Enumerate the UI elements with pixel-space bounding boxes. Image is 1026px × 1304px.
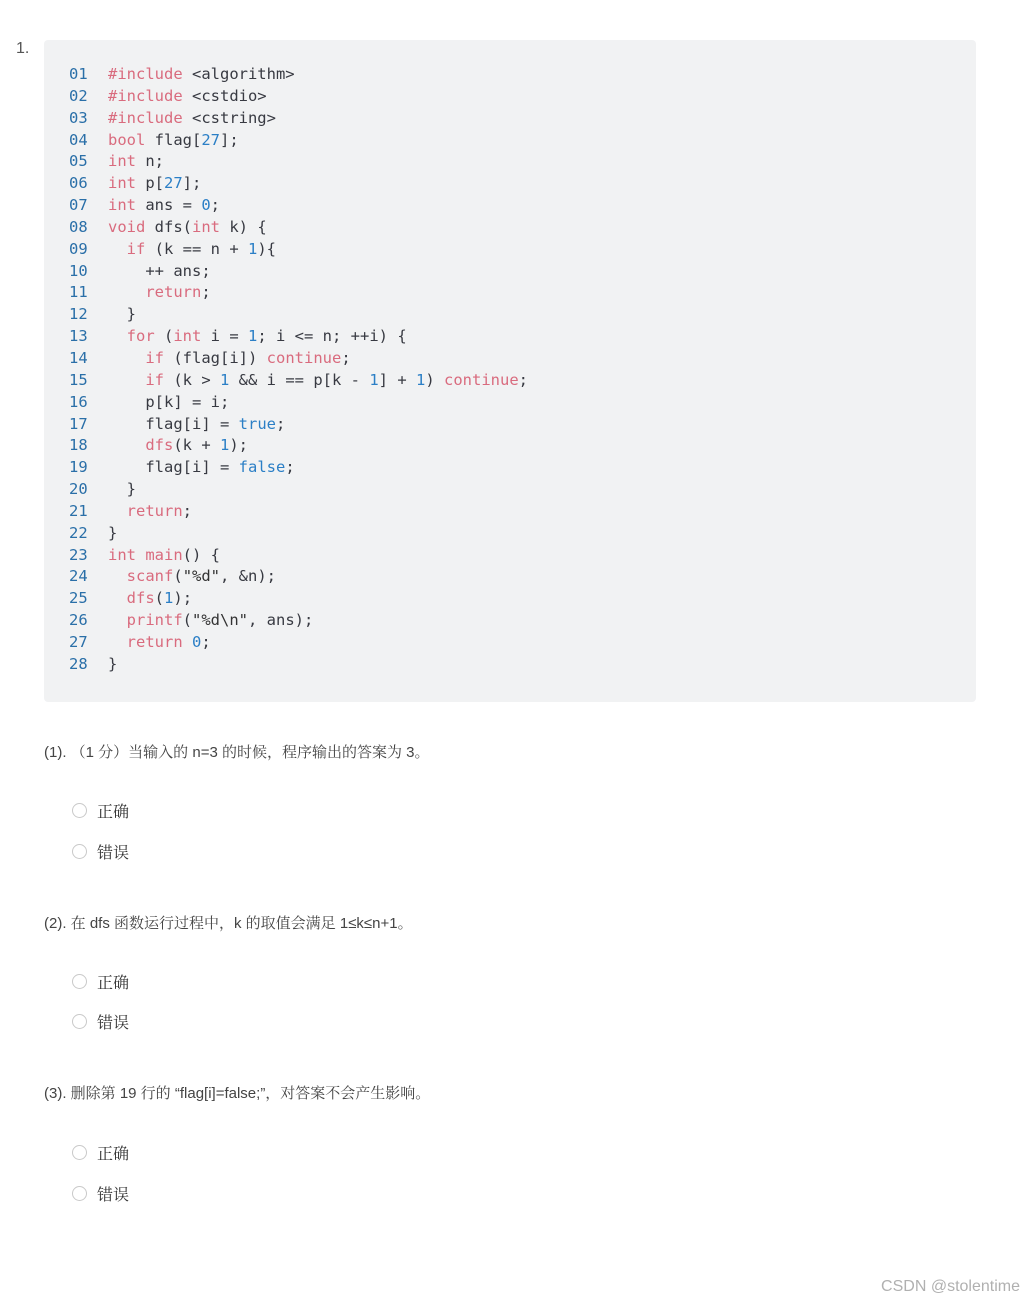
code-token: ); — [173, 589, 193, 608]
code-token: ; — [285, 458, 295, 477]
code-token — [108, 633, 127, 651]
code-token: 1 — [220, 370, 230, 389]
question-2-option-false[interactable] — [72, 1010, 129, 1032]
line-number: 12 — [69, 305, 88, 324]
code-line — [44, 435, 976, 457]
code-line — [44, 108, 976, 130]
code-token: true — [238, 414, 276, 433]
code-source — [108, 566, 276, 588]
code-token: ( — [154, 589, 165, 608]
code-token: } — [108, 305, 136, 324]
code-source — [108, 304, 136, 326]
code-token: 1 — [369, 370, 379, 389]
line-number: 28 — [69, 654, 88, 673]
code-token: return — [126, 632, 183, 651]
question-2-text: (2). 在 dfs 函数运行过程中，k 的取值会满足 1≤k≤n+1。 — [44, 915, 413, 932]
code-source — [108, 64, 295, 86]
code-token: ans = — [136, 196, 202, 215]
code-source — [108, 86, 267, 108]
code-source — [108, 632, 211, 654]
code-block — [44, 40, 976, 702]
code-line — [44, 610, 976, 632]
line-number: 10 — [69, 261, 88, 280]
option-label: 错误 — [97, 1014, 130, 1032]
line-number: 15 — [69, 370, 88, 389]
code-source — [108, 151, 164, 173]
code-source — [108, 217, 267, 239]
code-line — [44, 523, 976, 545]
line-number: 26 — [69, 611, 88, 630]
code-token — [108, 567, 127, 585]
code-source — [108, 108, 276, 130]
code-token: return — [145, 283, 202, 302]
line-number: 14 — [69, 348, 88, 367]
code-line — [44, 217, 976, 239]
code-line — [44, 195, 976, 217]
code-token: ]; — [220, 130, 239, 149]
code-token — [108, 283, 145, 301]
radio-circle-icon[interactable] — [72, 1014, 87, 1029]
line-number: 25 — [69, 589, 88, 608]
code-token: <cstdio> — [182, 86, 267, 105]
code-token: continue — [266, 348, 342, 367]
code-token: return — [126, 501, 183, 520]
code-line — [44, 414, 976, 436]
question-3-option-false[interactable] — [72, 1182, 129, 1204]
code-token: flag[i] = — [108, 414, 239, 433]
code-token: k) { — [220, 217, 267, 236]
code-token: #include — [108, 108, 183, 127]
code-token: ) — [425, 370, 445, 389]
code-line — [44, 282, 976, 304]
code-token: && i == p[k - — [229, 370, 370, 389]
code-token — [108, 371, 145, 389]
code-source — [108, 457, 295, 479]
code-line — [44, 479, 976, 501]
code-token: int — [108, 545, 136, 564]
code-source — [108, 414, 285, 436]
code-token: if — [145, 370, 164, 389]
code-source — [108, 261, 211, 283]
watermark: CSDN @stolentime — [881, 1278, 1020, 1295]
line-number: 03 — [69, 108, 88, 127]
code-token: ( — [182, 611, 193, 630]
code-token: "%d\n" — [192, 611, 249, 630]
code-token: for — [126, 327, 155, 346]
line-number: 04 — [69, 130, 88, 149]
code-source — [108, 654, 117, 676]
code-token: ){ — [257, 239, 277, 258]
code-token: continue — [444, 370, 519, 389]
code-source — [108, 523, 117, 545]
code-line — [44, 239, 976, 261]
code-token: (k == n + — [145, 239, 248, 258]
code-source — [108, 610, 313, 632]
code-token: flag[ — [145, 130, 202, 149]
code-token: ; — [201, 632, 211, 651]
code-source — [108, 195, 220, 217]
code-token — [136, 546, 145, 564]
code-token: ]; — [182, 174, 202, 193]
code-line — [44, 632, 976, 654]
code-token: , &n); — [220, 567, 277, 586]
code-token: ; — [182, 501, 193, 520]
code-token: () { — [182, 545, 220, 564]
line-number: 20 — [69, 480, 88, 499]
question-3-text: (3). 删除第 19 行的 “flag[i]=false;”，对答案不会产生影响。 — [44, 1085, 431, 1102]
code-source — [108, 435, 248, 457]
code-token: 1 — [416, 370, 426, 389]
option-label: 正确 — [97, 803, 130, 821]
code-line — [44, 348, 976, 370]
code-token: 0 — [192, 632, 202, 651]
code-token: 27 — [164, 174, 183, 193]
code-token: ( — [154, 327, 174, 346]
code-token: n; — [136, 152, 164, 171]
code-token: p[k] = i; — [108, 392, 230, 411]
option-label: 正确 — [97, 1145, 130, 1163]
code-token: 1 — [248, 239, 258, 258]
code-line — [44, 304, 976, 326]
code-token: ; — [341, 348, 351, 367]
code-line — [44, 151, 976, 173]
line-number: 05 — [69, 152, 88, 171]
code-source — [108, 282, 211, 304]
code-source — [108, 588, 192, 610]
code-token: if — [145, 348, 164, 367]
line-number: 16 — [69, 392, 88, 411]
code-token: 1 — [164, 589, 174, 608]
code-line — [44, 545, 976, 567]
code-token: ; — [518, 370, 529, 389]
question-number: 1. — [16, 40, 30, 57]
radio-circle-icon[interactable] — [72, 1186, 87, 1201]
line-number: 19 — [69, 458, 88, 477]
code-token: #include — [108, 65, 183, 83]
code-token: if — [126, 239, 146, 258]
code-source — [108, 392, 229, 414]
code-line — [44, 566, 976, 588]
code-line — [44, 501, 976, 523]
code-token: ; — [210, 196, 221, 215]
code-source — [108, 326, 407, 348]
code-token: dfs( — [145, 217, 192, 236]
code-source — [108, 370, 528, 392]
code-source — [108, 348, 351, 370]
code-line — [44, 370, 976, 392]
code-token: } — [108, 654, 118, 673]
line-number: 08 — [69, 217, 88, 236]
line-number: 06 — [69, 174, 88, 193]
code-token: false — [238, 458, 286, 477]
code-token: <algorithm> — [182, 65, 295, 83]
code-source — [108, 479, 136, 501]
code-token: 0 — [201, 196, 211, 215]
code-line — [44, 261, 976, 283]
code-source — [108, 239, 276, 261]
option-label: 错误 — [97, 844, 130, 862]
code-token: scanf — [126, 567, 174, 586]
code-token: (k + — [173, 436, 220, 455]
code-token: ; — [275, 414, 286, 433]
code-line — [44, 64, 976, 86]
line-number: 01 — [69, 65, 88, 83]
code-token: i = — [201, 327, 249, 346]
code-line — [44, 654, 976, 676]
code-token: 1 — [220, 436, 230, 455]
line-number: 21 — [69, 501, 88, 520]
code-token: main — [145, 545, 183, 564]
code-line — [44, 588, 976, 610]
line-number: 17 — [69, 414, 88, 433]
code-token: } — [108, 523, 118, 542]
code-token — [183, 633, 192, 651]
radio-circle-icon[interactable] — [72, 1145, 87, 1160]
code-token: int — [108, 196, 136, 215]
code-line — [44, 130, 976, 152]
code-token — [108, 327, 127, 345]
line-number: 22 — [69, 523, 88, 542]
line-number: 18 — [69, 436, 88, 455]
line-number: 09 — [69, 239, 88, 258]
radio-circle-icon[interactable] — [72, 803, 87, 818]
line-number: 23 — [69, 545, 88, 564]
code-source — [108, 130, 239, 152]
code-token: } — [108, 480, 136, 499]
line-number: 24 — [69, 567, 88, 586]
code-token: (k > — [164, 370, 220, 389]
code-token: flag[i] = — [108, 458, 239, 477]
code-token — [108, 589, 127, 607]
code-source — [108, 501, 192, 523]
code-source — [108, 545, 220, 567]
line-number: 11 — [69, 283, 88, 302]
code-line — [44, 392, 976, 414]
code-token: "%d" — [182, 567, 221, 586]
code-token — [108, 436, 145, 454]
code-token: int — [108, 174, 136, 193]
code-token: int — [108, 152, 136, 171]
code-token — [108, 349, 145, 367]
radio-circle-icon[interactable] — [72, 974, 87, 989]
line-number: 07 — [69, 196, 88, 215]
code-token: ; — [201, 283, 211, 302]
code-token: void — [108, 217, 146, 236]
code-token: p[ — [136, 174, 164, 193]
code-token — [108, 240, 127, 258]
question-1-option-true[interactable] — [72, 799, 129, 821]
code-source — [108, 173, 201, 195]
code-token: int — [173, 327, 202, 346]
code-token: (flag[i]) — [164, 348, 267, 367]
code-token: 1 — [248, 327, 258, 346]
code-line — [44, 457, 976, 479]
code-token: printf — [126, 611, 183, 630]
code-token: bool — [108, 130, 146, 149]
code-token: ++ ans; — [108, 261, 211, 280]
code-token: , ans); — [248, 611, 314, 630]
code-token: dfs — [145, 436, 174, 455]
code-line — [44, 326, 976, 348]
code-token — [108, 502, 127, 520]
code-line — [44, 173, 976, 195]
line-number: 13 — [69, 327, 88, 346]
option-label: 错误 — [97, 1186, 130, 1204]
code-token — [108, 611, 127, 629]
question-3-option-true[interactable] — [72, 1141, 129, 1163]
code-token: ; i <= n; ++i) { — [257, 327, 407, 346]
code-token: <cstring> — [182, 108, 276, 127]
code-token: ] + — [378, 370, 416, 389]
code-line — [44, 86, 976, 108]
code-token: 27 — [201, 130, 220, 149]
code-token: ( — [173, 567, 183, 586]
code-token: #include — [108, 86, 183, 105]
line-number: 27 — [69, 632, 88, 651]
line-number: 02 — [69, 86, 88, 105]
code-token: ); — [229, 436, 249, 455]
code-token: int — [192, 217, 220, 236]
question-1-text: (1). （1 分）当输入的 n=3 的时候，程序输出的答案为 3。 — [44, 744, 430, 761]
radio-circle-icon[interactable] — [72, 844, 87, 859]
question-2-option-true[interactable] — [72, 970, 129, 992]
code-token: dfs — [126, 589, 155, 608]
question-1-option-false[interactable] — [72, 840, 129, 862]
option-label: 正确 — [97, 974, 130, 992]
